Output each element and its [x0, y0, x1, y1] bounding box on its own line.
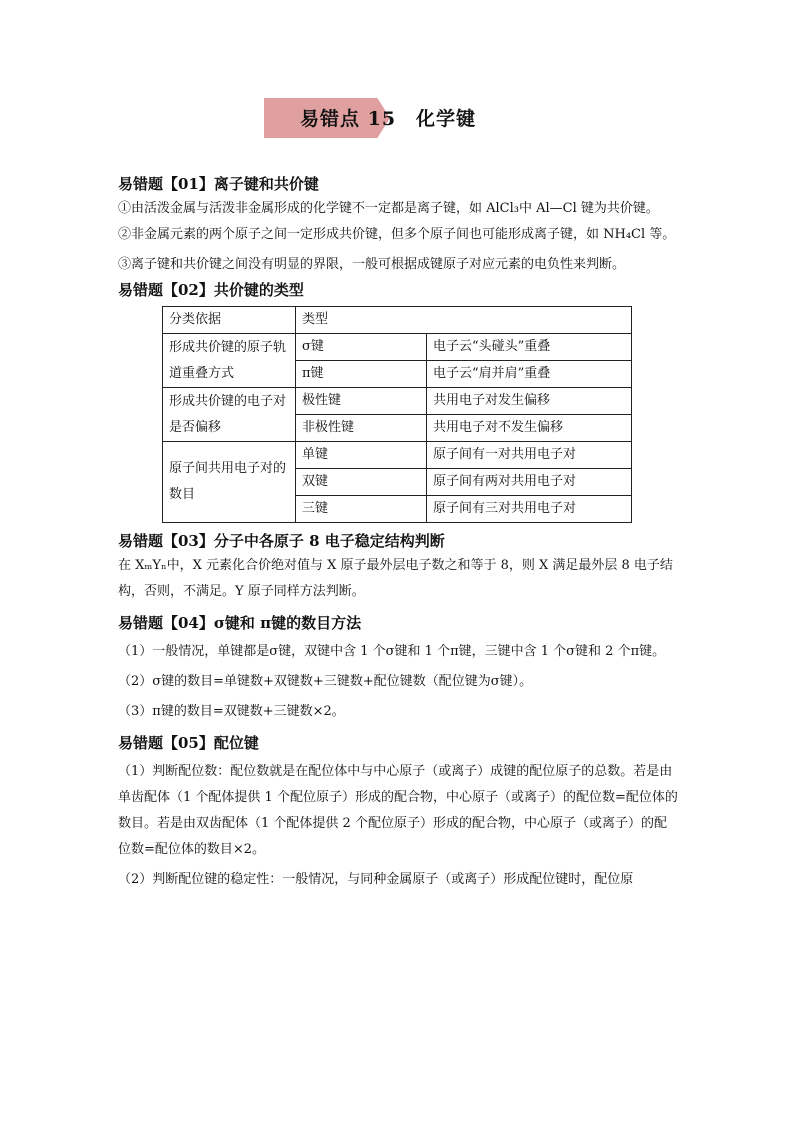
- table-cell-basis: 原子间共用电子对的数目: [163, 442, 296, 523]
- paragraph: （1）判断配位数：配位数就是在配位体中与中心原子（或离子）成键的配位原子的总数。若是由单齿配体（1 个配体提供 1 个配位原子）形成的配合物，中心原子（或离子）的配位数=配位体的数目。若是由双齿配体（1 个配体提供 2 个配位原子）形成的配合物，中心原子（或离子）的配位数=配位体的数目×2。: [118, 764, 678, 857]
- table-cell-desc: 电子云“头碰头”重叠: [427, 334, 632, 361]
- table-row: [163, 388, 632, 415]
- table-header-row: [163, 307, 632, 334]
- table-cell-type: 三键: [296, 496, 427, 523]
- table-cell-type: 极性键: [296, 388, 427, 415]
- section-heading: 易错题【05】配位键: [118, 734, 259, 752]
- table-header-cell: 类型: [296, 307, 632, 334]
- paragraph: ①由活泼金属与活泼非金属形成的化学键不一定都是离子键，如 AlCl₃中 Al—Cl 键为共价键。: [118, 201, 659, 216]
- table-cell-type: 非极性键: [296, 415, 427, 442]
- paragraph: （3）π键的数目=双键数+三键数×2。: [118, 704, 345, 719]
- table-cell-type: 单键: [296, 442, 427, 469]
- table-cell-type: π键: [296, 361, 427, 388]
- table-cell-desc: 原子间有一对共用电子对: [427, 442, 632, 469]
- bond-type-table: [162, 306, 632, 523]
- table-cell-basis: 形成共价键的原子轨道重叠方式: [163, 334, 296, 388]
- table-row: [163, 442, 632, 469]
- table-header-cell: 分类依据: [163, 307, 296, 334]
- section-heading: 易错题【01】离子键和共价键: [118, 175, 319, 193]
- table-cell-desc: 共用电子对发生偏移: [427, 388, 632, 415]
- section-heading: 易错题【02】共价键的类型: [118, 281, 304, 299]
- document-body: [118, 172, 678, 893]
- paragraph: ②非金属元素的两个原子之间一定形成共价键，但多个原子间也可能形成离子键，如 NH₄Cl 等。: [118, 227, 676, 242]
- paragraph: （2）σ键的数目=单键数+双键数+三键数+配位键数（配位键为σ键）。: [118, 674, 533, 689]
- paragraph: （1）一般情况，单键都是σ键，双键中含 1 个σ键和 1 个π键，三键中含 1 个σ键和 2 个π键。: [118, 644, 666, 659]
- table-cell-desc: 电子云“肩并肩”重叠: [427, 361, 632, 388]
- section-heading: 易错题【04】σ键和 π键的数目方法: [118, 614, 362, 632]
- table-cell-basis: 形成共价键的电子对是否偏移: [163, 388, 296, 442]
- section-heading: 易错题【03】分子中各原子 8 电子稳定结构判断: [118, 532, 445, 550]
- paragraph: 在 XₘYₙ中，X 元素化合价绝对值与 X 原子最外层电子数之和等于 8，则 X 满足最外层 8 电子结构，否则，不满足。Y 原子同样方法判断。: [118, 558, 673, 599]
- page-title: 易错点 15 化学键: [300, 108, 477, 130]
- table-cell-type: σ键: [296, 334, 427, 361]
- table-cell-desc: 原子间有三对共用电子对: [427, 496, 632, 523]
- table-cell-desc: 原子间有两对共用电子对: [427, 469, 632, 496]
- table-row: [163, 334, 632, 361]
- paragraph: ③离子键和共价键之间没有明显的界限，一般可根据成键原子对应元素的电负性来判断。: [118, 257, 626, 272]
- table-cell-desc: 共用电子对不发生偏移: [427, 415, 632, 442]
- paragraph: （2）判断配位键的稳定性：一般情况，与同种金属原子（或离子）形成配位键时，配位原: [118, 872, 634, 887]
- table-cell-type: 双键: [296, 469, 427, 496]
